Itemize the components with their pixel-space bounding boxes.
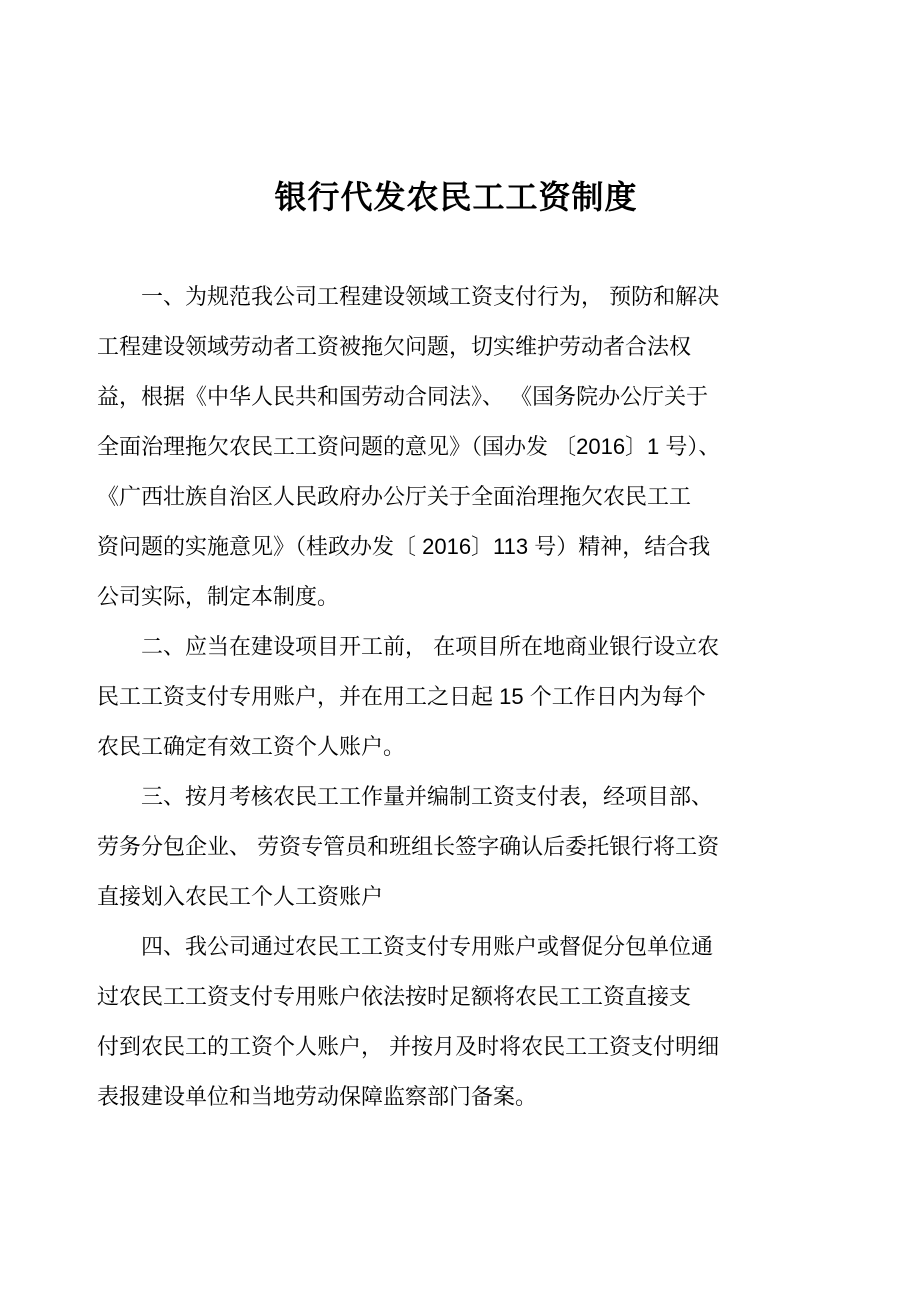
text-line: 三、按月考核农民工工作量并编制工资支付表，经项目部、 <box>141 784 714 809</box>
text-line: 四、我公司通过农民工工资支付专用账户或督促分包单位通 <box>141 934 714 959</box>
paragraph-2 <box>97 622 815 772</box>
text-line: 付到农民工的工资个人账户， 并按月及时将农民工工资支付明细 <box>97 1034 720 1059</box>
text-line: 工程建设领域劳动者工资被拖欠问题，切实维护劳动者合法权 <box>97 334 692 359</box>
text-line: 农民工确定有效工资个人账户。 <box>97 734 406 759</box>
document-title: 银行代发农民工工资制度 <box>274 179 638 215</box>
text-line: 益，根据《中华人民共和国劳动合同法》、 《国务院办公厅关于 <box>97 384 709 409</box>
document-body <box>97 272 815 1122</box>
paragraph-4 <box>97 922 815 1122</box>
text-line: 过农民工工资支付专用账户依法按时足额将农民工工资直接支 <box>97 984 692 1009</box>
document-content <box>97 176 815 1122</box>
text-line: 《广西壮族自治区人民政府办公厅关于全面治理拖欠农民工工 <box>97 484 692 509</box>
text-line: 公司实际，制定本制度。 <box>97 584 340 609</box>
text-line: 民工工资支付专用账户，并在用工之日起 15 个工作日内为每个 <box>97 684 706 709</box>
text-line: 二、应当在建设项目开工前， 在项目所在地商业银行设立农 <box>141 634 720 659</box>
text-line: 资问题的实施意见》（桂政办发〔 2016〕113 号）精神，结合我 <box>97 534 711 559</box>
text-line: 全面治理拖欠农民工工资问题的意见》（国办发 〔2016〕1 号）、 <box>97 434 721 459</box>
text-line: 表报建设单位和当地劳动保障监察部门备案。 <box>97 1084 538 1109</box>
text-line: 直接划入农民工个人工资账户 <box>97 884 384 909</box>
paragraph-3 <box>97 772 815 922</box>
paragraph-1 <box>97 272 815 622</box>
text-line: 一、为规范我公司工程建设领域工资支付行为， 预防和解决 <box>141 284 720 309</box>
text-line: 劳务分包企业、 劳资专管员和班组长签字确认后委托银行将工资 <box>97 834 720 859</box>
